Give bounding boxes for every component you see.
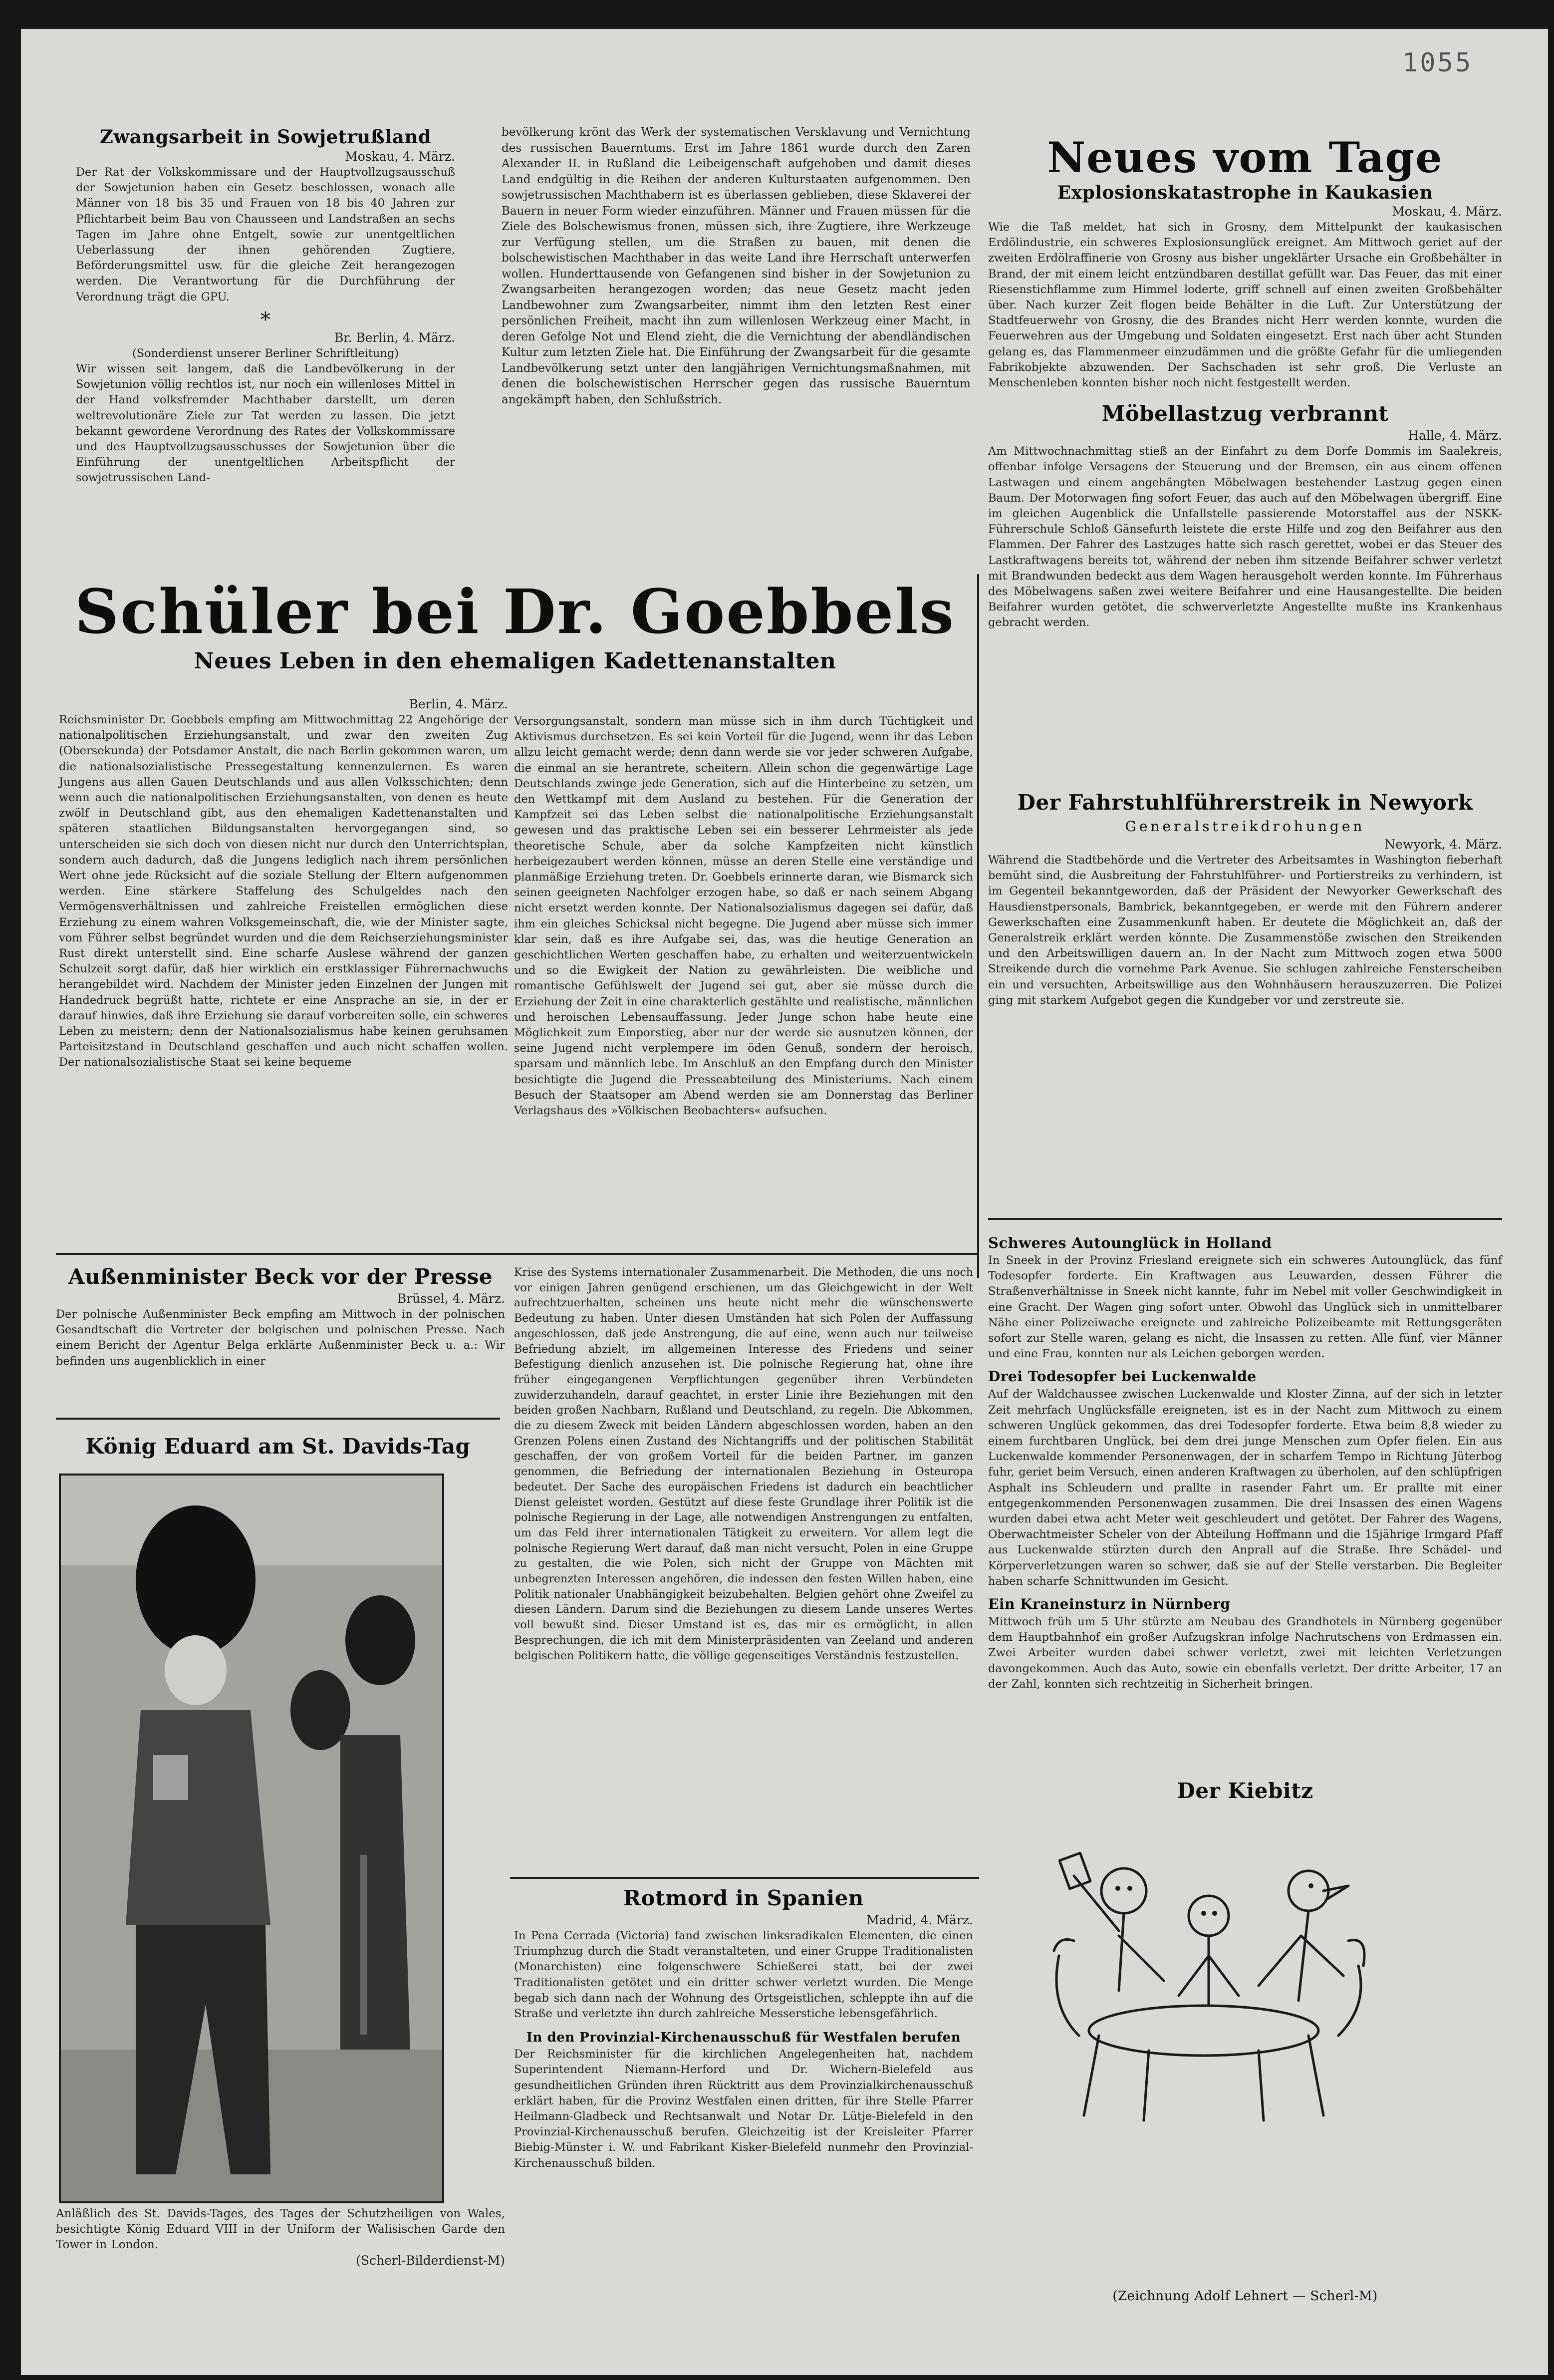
subhead-explosion: Explosionskatastrophe in Kaukasien [1057, 182, 1433, 203]
dateline-madrid: Madrid, 4. März. [866, 1913, 973, 1927]
subhead-newyork: Generalstreikdrohungen [1125, 818, 1365, 835]
photo-caption-block [56, 2206, 505, 2269]
headline-luckenwalde: Drei Todesopfer bei Luckenwalde [988, 1368, 1257, 1385]
dateline-newyork: Newyork, 4. März. [1384, 837, 1502, 852]
photo-top-rule [56, 1418, 500, 1420]
cartoon-credit-block [988, 2287, 1502, 2305]
body-zwangsarbeit-3: bevölkerung krönt das Werk der systematischen Versklavung und Vernichtung des russischen Bauerntums. Erst im Jahre 1861 wurde durch den Zaren Alexander II. in Rußland die Leibeigenschaft aufgehoben und damit dieses Land endgültig in die Reihen der anderen Kulturstaaten aufgenommen. Den sowjetrussischen Machthabern ist es überlassen geblieben, diese Sklaverei der Bauern in neuer Form wieder einzuführen. Männer und Frauen müssen für die Ziele des Bolschewismus fronen, müssen sich, ihre Zugtiere, ihre Werkzeuge zur Verfügung stellen, um die Straßen zu bauen, mit denen die bolschewistischen Machthaber in das weite Land ihre Herrschaft unterwerfen wollen. Hunderttausende von Gefangenen sind bisher in der Sowjetunion zu Zwangsarbeiten herangezogen worden; das neue Gesetz macht jeden Landbewohner zum Zwangsarbeiter, nimmt ihm den letzten Rest einer persönlichen Freiheit, macht ihn zum willenlosen Werkzeug einer Macht, in deren Gefolge Not und Elend zieht, die die Vernichtung der abendländischen Kultur zum letzten Ziele hat. Die Einführung der Zwangsarbeit für die gesamte Landbevölkerung setzt unter den langjährigen Vernichtungsmaßnahmen, mit denen die bolschewistischen Herrscher gegen das russische Bauerntum angekämpft haben, den Schlußstrich. [502, 126, 971, 406]
body-beck-right: Krise des Systems internationaler Zusammenarbeit. Die Methoden, die uns noch vor einigen Jahren genügend erschienen, um das Gleichgewicht in der Welt aufrechtzuerhalten, scheinen uns heute nicht mehr die wünschenswerte Bedeutung zu haben. Unter diesen Umständen hat sich Polen der Auffassung angeschlossen, daß jede Anstrengung, die auf eine, wenn auch nur teilweise Befriedung abzielt, im allgemeinen Interesse des Friedens und seiner Befestigung dienlich anzusehen ist. Die polnische Regierung hat, ohne ihre früher eingegangenen Verpflichtungen gegenüber ihren Verbündeten zuwiderzuhandeln, darauf geachtet, in erster Linie ihre Beziehungen mit den beiden großen Nachbarn, Rußland und Deutschland, zu regeln. Die Abkommen, die zu diesem Zweck mit beiden Ländern abgeschlossen worden, haben an den Grenzen Polens einen Zustand des Nichtangriffs und der politischen Stabilität geschaffen, der von großem Vorteil für die beiden Partner, im ganzen genommen, die Befriedung der internationalen Beziehung in Osteuropa bedeutet. Der Sache des europäischen Friedens ist dadurch ein beachtlicher Dienst geleistet worden. Gestützt auf diese feste Grundlage ihrer Politik ist die polnische Regierung in der Lage, alle notwendigen Anstrengungen zu entfalten, um das Feld ihrer internationalen Tätigkeit zu erweitern. Vor allem legt die polnische Regierung Wert darauf, daß man nicht versucht, Polen in eine Gruppe zu gestalten, die wie Polen, sich nicht der Gruppe von Mächten mit unbegrenzten Interessen angehören, die indessen den festen Willen haben, eine Politik nationaler Unabhängigkeit beizubehalten. Belgien gehört ohne Zweifel zu diesen Ländern. Darum sind die Beziehungen zu diesem Lande unseres Wertes voll bewußt sind. Dieser Umstand ist es, das mir es ermöglicht, in allen Besprechungen, die ich mit dem Ministerpräsidenten van Zeeland und anderen belgischen Politikern hatte, die völlige gegenseitiges Verständnis festzustellen. [514, 1266, 973, 1662]
page-number: 1055 [1402, 48, 1473, 78]
photo-koenig-eduard [59, 1474, 444, 2203]
top-edge-rule [21, 26, 1548, 29]
article-neues-vom-tage [988, 134, 1502, 631]
photo-credit: (Scherl-Bilderdienst-M) [356, 2253, 505, 2268]
article-newyork [988, 789, 1502, 1008]
body-holland: In Sneek in der Provinz Friesland ereignete sich ein schweres Autounglück, das fünf Todesopfer forderte. Ein Kraftwagen aus Leuwarden, dessen Führer die Straßenverhältnisse in Sneek nicht kannte, fuhr im Nebel mit voller Geschwindigkeit in eine Gracht. Der Wagen ging sofort unter. Obwohl das Unglück sich in unmittelbarer Nähe einer Polizeiwache ereignete und zahlreiche Polizeibeamte mit Rettungsgeräten sofort zur Stelle waren, gelang es nicht, die Insassen zu retten. Alle fünf, vier Männer und eine Frau, konnten nur als Leichen geborgen werden. [988, 1254, 1502, 1361]
body-explosion: Wie die Taß meldet, hat sich in Grosny, dem Mittelpunkt der kaukasischen Erdölindustrie, ein schweres Explosionsunglück ereignet. Am Mittwoch geriet auf der zweiten Erdölraffinerie von Grosny aus bisher ungeklärter Ursache ein Großbehälter in Brand, der mit einem leicht entzündbaren destillat gefüllt war. Das Feuer, das mit einer Riesenstichflamme zum Himmel loderte, griff schnell auf einen zweiten Großbehälter über. Nach kurzer Zeit flogen beide Behälter in die Luft. Zur Unterstützung der Stadtfeuerwehr von Grosny, die des Brandes nicht Herr werden konnte, wurden die Feuerwehren aus der Umgebung und Soldaten eingesetzt. Erst nach über acht Stunden gelang es, das Flammenmeer einzudämmen und die größte Gefahr für die umliegenden Fabrikobjekte abzuwenden. Der Sachschaden ist sehr groß. Die Verluste an Menschenleben konnten bisher noch nicht festgestellt werden. [988, 221, 1502, 390]
article-holland [988, 1233, 1502, 1692]
headline-zwangsarbeit: Zwangsarbeit in Sowjetrußland [99, 126, 432, 148]
headline-goebbels: Schüler bei Dr. Goebbels [74, 576, 956, 647]
body-zwangsarbeit: Der Rat der Volkskommissare und der Hauptvollzugsausschuß der Sowjetunion haben ein Gesetz beschlossen, wonach alle Männer von 18 bis 35 und Frauen von 18 bis 40 Jahren zur Pflichtarbeit beim Bau von Chausseen und Landstraßen an sechs Tagen im Jahre ohne Entgelt, sowie zur unentgeltlichen Ueberlassung der ihnen gehörenden Zugtiere, Beförderungsmittel usw. für die gleiche Zeit herangezogen werden. Die Verantwortung für die Durchführung der Verordnung trägt die GPU. [76, 166, 455, 303]
dateline-moskau: Moskau, 4. März. [345, 149, 455, 164]
body-beck-left: Der polnische Außenminister Beck empfing am Mittwoch in der polnischen Gesandtschaft die Vertreter der belgischen und polnischen Presse. Nach einem Bericht der Agentur Belga erklärte Außenminister Beck u. a.: Wir befinden uns augenblicklich in einer [56, 1308, 505, 1368]
dateline-moskau-2: Moskau, 4. März. [1392, 204, 1502, 219]
separator-star: * [260, 308, 270, 331]
body-goebbels-left: Reichsminister Dr. Goebbels empfing am Mittwochmittag 22 Angehörige der nationalpolitischen Erziehungsanstalt, und zwar den zweiten Zug (Obersekunda) der Potsdamer Anstalt, die nach Berlin gekommen waren, um die nationalsozialistische Pressegestaltung kennenzulernen. Es waren Jungens aus allen Gauen Deutschlands und aus allen Volksschichten; denn wenn auch die nationalpolitischen Erziehungsanstalten, von denen es heute zwölf in Deutschland gibt, aus den ehemaligen Kadettenanstalten und späteren staatlichen Bildungsanstalten hervorgegangen sind, so unterscheiden sie sich doch von diesen nicht nur durch den Unterrichtsplan, sondern auch dadurch, daß die Jungens lediglich nach ihrem persönlichen Wert ohne jede Rücksicht auf die soziale Stellung der Eltern aufgenommen werden. Eine stärkere Staffelung des Schulgeldes nach den Vermögensverhältnissen und zahlreiche Freistellen ermöglichen diese Erziehung zu einem wahren Volksgemeinschaft, die, wie der Minister sagte, vom Führer selbst begründet wurden und die dem Reichserziehungsminister Rust direkt unterstellt sind. Eine scharfe Auslese während der ganzen Schulzeit sorgt dafür, daß hier wirklich ein erstklassiger Führernachwuchs herangebildet wird. Nachdem der Minister jeden Einzelnen der Jungen mit Handedruck begrüßt hatte, richtete er eine Ansprache an sie, in der er darauf hinwies, daß ihre Erziehung sie darauf vorbereiten solle, ein schweres Leben zu meistern; denn der Nationalsozialismus habe keinen geruhsamen Parteisitzstand in Deutschland geschaffen und auch nicht schaffen wollen. Der nationalsozialistische Staat sei keine bequeme [59, 713, 508, 1069]
article-goebbels [56, 577, 974, 676]
headline-nuernberg: Ein Kraneinsturz in Nürnberg [988, 1596, 1231, 1613]
headline-kiebitz: Der Kiebitz [1177, 1779, 1313, 1803]
body-moebellastzug: Am Mittwochnachmittag stieß an der Einfahrt zu dem Dorfe Dommis im Saalekreis, offenbar infolge Versagens der Steuerung und der Bremsen, ein aus einem offenen Lastwagen und einem angehängten Möbelwagen bestehender Lastzug gegen einen Baum. Der Motorwagen fing sofort Feuer, das auch auf den Möbelwagen übergriff. Eine im gleichen Augenblick die Unfallstelle passierende Motorstaffel aus der NSKK-Führerschule Schloß Gänsefurth leistete die erste Hilfe und zog den Beifahrer aus den Flammen. Der Fahrer des Lastzuges hatte sich rasch gerettet, wobei er das Steuer des Lastkraftwagens bereits tot, während der neben ihm sitzende Beifahrer schwer verletzt mit Brandwunden bedeckt aus dem Wagen herausgeholt werden konnte. Im Führerhaus des Möbelwagens saßen zwei weitere Beifahrer und eine Hausangestellte. Die beiden Beifahrer wurden getötet, die schwerverletzte Angestellte mußte ins Krankenhaus gebracht werden. [988, 445, 1502, 629]
dateline-berlin-2: Berlin, 4. März. [409, 697, 508, 711]
section-rule [56, 1253, 978, 1255]
headline-koenig-eduard: König Eduard am St. Davids-Tag [85, 1434, 471, 1459]
column-rule [977, 574, 979, 1278]
goebbels-col-right [514, 714, 973, 1119]
dateline-berlin: Br. Berlin, 4. März. [334, 330, 455, 345]
photo-headline-block [56, 1433, 500, 1461]
dateline-halle: Halle, 4. März. [1408, 428, 1502, 443]
body-spanien: In Pena Cerrada (Victoria) fand zwischen linksradikalen Elementen, die einen Triumphzug durch die Stadt veranstalteten, und einer Gruppe Traditionalisten (Monarchisten) eine folgenschwere Schießerei statt, bei der zwei Traditionalisten getötet und ein dritter schwer verletzt wurden. Die Menge begab sich dann nach der Wohnung des Ortsgeistlichen, schleppte ihn auf die Straße und verletzte ihn durch zahlreiche Messerstiche lebensgefährlich. [514, 1929, 973, 2021]
subhead-goebbels: Neues Leben in den ehemaligen Kadettenanstalten [194, 648, 836, 674]
right-rule [988, 1218, 1502, 1220]
article-spanien [514, 1884, 973, 2171]
headline-moebellastzug: Möbellastzug verbrannt [1101, 401, 1389, 426]
headline-beck: Außenminister Beck vor der Presse [68, 1264, 493, 1289]
article-zwangsarbeit-continued [502, 125, 971, 408]
body-kirchenausschuss: Der Reichsminister für die kirchlichen Angelegenheiten hat, nachdem Superintendent Niemann-Herford und Dr. Wichern-Bielefeld aus gesundheitlichen Gründen ihren Rücktritt aus dem Provinzialkirchenausschuß erklärt haben, für die Provinz Westfalen einen dritten, für ihre Stelle Pfarrer Heilmann-Gladbeck und Rechtsanwalt und Notar Dr. Lütje-Bielefeld in den Provinzial-Kirchenausschuß berufen. Gleichzeitig ist der Kreisleiter Pfarrer Biebig-Münster i. W. und Fabrikant Kisker-Bielefeld nunmehr den Provinzial-Kirchenausschuß bilden. [514, 2048, 973, 2170]
body-nuernberg: Mittwoch früh um 5 Uhr stürzte am Neubau des Grandhotels in Nürnberg gegenüber dem Hauptbahnhof ein großer Aufzugskran infolge Nachrutschens von Erdmassen ein. Zwei Arbeiter wurden dabei schwer verletzt, zwei mit leichten Verletzungen davongekommen. Auch das Auto, sowie ein ebenfalls verletzt. Der dritte Arbeiter, 17 an der Zahl, konnten sich rechtzeitig in Sicherheit bringen. [988, 1615, 1502, 1691]
headline-holland: Schweres Autounglück in Holland [988, 1234, 1272, 1251]
body-luckenwalde: Auf der Waldchaussee zwischen Luckenwalde und Kloster Zinna, auf der sich in letzter Zeit mehrfach Unglücksfälle ereigneten, ist es in der Nacht zum Mittwoch zu einem schweren Unglück gekommen, das drei Todesopfer forderte. Etwa beim 8,8 wieder zu einem furchtbaren Unglück, bei dem drei junge Menschen zum Opfer fielen. Ein aus Luckenwalde kommender Personenwagen, der in scharfem Tempo in Richtung Jüterbog fuhr, geriet beim Versuch, einen anderen Kraftwagen zu überholen, auf den schlüpfrigen Asphalt ins Schleudern und prallte in rasender Fahrt um. Er prallte mit einer entgegenkommenden Personenwagen zusammen. Die drei Insassen des einen Wagens wurden dabei etwa acht Meter weit geschleudert und getötet. Der Fahrer des Wagens, Oberwachtmeister Scheler von der Abteilung Hoffmann und die 15jährige Irmgard Pfaff aus Luckenwalde stürzten durch den Anprall auf die Straße. Ihre Schädel- und Körperverletzungen waren so schwer, daß sie auf der Stelle verstarben. Die Begleiter haben scharfe Schnittwunden im Gesicht. [988, 1388, 1502, 1588]
caption-koenig-eduard: Anläßlich des St. Davids-Tages, des Tages der Schutzheiligen von Wales, besichtigte König Eduard VIII in der Uniform der Walisischen Garde den Tower in London. [56, 2207, 505, 2251]
article-beck [56, 1263, 505, 1369]
cartoon-credit: (Zeichnung Adolf Lehnert — Scherl-M) [1112, 2289, 1378, 2304]
spain-rule [510, 1877, 979, 1879]
dateline-bruessel: Brüssel, 4. März. [397, 1291, 505, 1306]
cartoon-kiebitz [999, 1816, 1408, 2125]
body-newyork: Während die Stadtbehörde und die Vertreter des Arbeitsamtes in Washington fieberhaft bemüht sind, die Ausbreitung der Fahrstuhlführer- und Portierstreiks zu verhindern, ist im Gegenteil bekanntgeworden, daß der Präsident der Newyorker Gewerkschaft des Hausdienstpersonals, Bambrick, bekanntgegeben, er werde mit den Führern anderer Gewerkschaften eine Zusammenkunft haben. Er deutete die Möglichkeit an, daß der Generalstreik erklärt werden könnte. Die Zusammenstöße zwischen den Streikenden und den Arbeitswilligen dauern an. In der Nacht zum Mittwoch zogen etwa 5000 Streikende durch die vornehme Park Avenue. Sie schlugen zahlreiche Fensterscheiben ein und versuchten, Arbeitswillige aus den Wohnhäusern herauszuzerren. Die Polizei ging mit starkem Aufgebot gegen die Kundgeber vor und zerstreute sie. [988, 854, 1502, 1007]
article-zwangsarbeit [76, 125, 455, 486]
source-line: (Sonderdienst unserer Berliner Schriftleitung) [132, 346, 399, 360]
cartoon-headline-block [988, 1777, 1502, 1805]
beck-col-right [514, 1265, 973, 1664]
headline-kirchenausschuss: In den Provinzial-Kirchenausschuß für Westfalen berufen [526, 2030, 961, 2046]
photo-illustration [61, 1476, 442, 2201]
headline-newyork: Der Fahrstuhlführerstreik in Newyork [1017, 790, 1473, 815]
headline-spanien: Rotmord in Spanien [623, 1886, 864, 1910]
headline-neues-vom-tage: Neues vom Tage [1047, 133, 1443, 182]
goebbels-col-left [59, 696, 508, 1071]
body-zwangsarbeit-2: Wir wissen seit langem, daß die Landbevölkerung in der Sowjetunion völlig rechtlos ist, nur noch ein willenloses Mittel in der Hand volksfremder Machthaber darstellt, um deren weltrevolutionäre Ziele zur Tat werden zu lassen. Die jetzt bekannt gewordene Verordnung des Rates der Volkskommissare und des Hauptvollzugsausschusses der Sowjetunion über die Einführung der unentgeltlichen Arbeitspflicht der sowjetrussischen Land- [76, 362, 455, 485]
body-goebbels-right: Versorgungsanstalt, sondern man müsse sich in ihm durch Tüchtigkeit und Aktivismus durchsetzen. Es sei kein Vorteil für die Jugend, wenn ihr das Leben allzu leicht gemacht werde; denn dann werde sie vor jeder schweren Aufgabe, die einmal an sie herantrete, scheitern. Allein schon die gegenwärtige Lage Deutschlands zwinge jede Generation, sich auf die Hinterbeine zu setzen, um den Wettkampf mit dem Ausland zu bestehen. Für die Generation der Kampfzeit sei das Leben selbst die nationalpolitische Erziehungsanstalt gewesen und das praktische Leben sei ein besserer Lehrmeister als jede theoretische Schule, aber da solche Kampfzeiten nicht künstlich herbeigezaubert werden können, müsse an deren Stelle eine verständige und planmäßige Erziehung treten. Dr. Goebbels erinnerte daran, wie Bismarck sich seinen geeigneten Nachfolger erzogen habe, so daß er nach seinem Abgang nicht ersetzt werden konnte. Der Nationalsozialismus dagegen sei dafür, daß ihm ein gleiches Schicksal nicht begegne. Die Jugend aber müsse sich immer klar sein, daß es ihre Aufgabe sei, das, was die heutige Generation an geschichtlichen Werten geschaffen habe, zu erhalten und weiterzuentwickeln und so die Ewigkeit der Nation zu gewährleisten. Die weibliche und romantische Gefühlswelt der Jugend sei gut, aber sie müsse durch die Erziehung der Zeit in eine charakterlich gestählte und realistische, männlichen und heroischen Lebensauffassung. Jeder Junge schon habe heute eine Möglichkeit zum Emporstieg, aber nur der werde sie ausnutzen können, der seine Jugend nicht verplempere im öden Genuß, sondern der heroisch, sparsam und männlich lebe. Im Anschluß an den Empfang durch den Minister besichtigte die Jugend die Presseabteilung des Ministeriums. Nach einem Besuch der Staatsoper am Abend werden sie am Donnerstag das Berliner Verlagshaus des »Völkischen Beobachters« aufsuchen. [514, 715, 973, 1118]
